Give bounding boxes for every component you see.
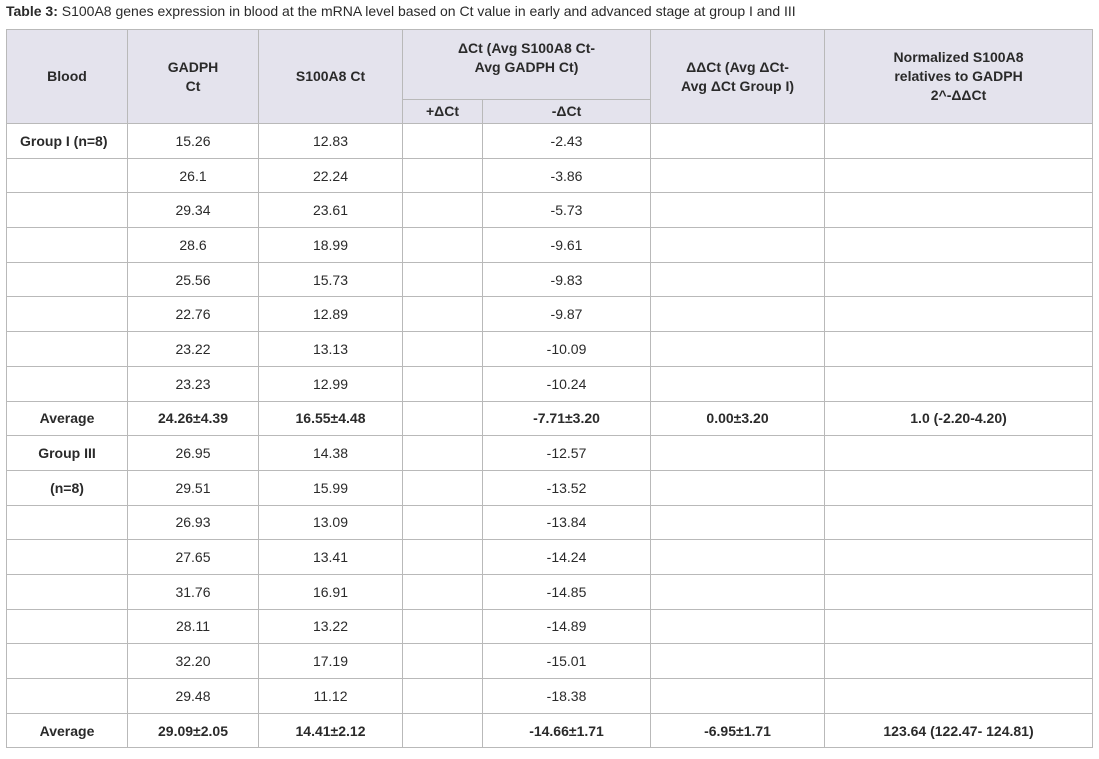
cell-plus xyxy=(403,436,483,471)
cell-plus xyxy=(403,540,483,575)
cell-gadph: 15.26 xyxy=(128,124,259,159)
cell-gadph: 24.26±4.39 xyxy=(128,401,259,436)
cell-ddct xyxy=(651,332,825,367)
cell-gadph: 27.65 xyxy=(128,540,259,575)
cell-plus xyxy=(403,609,483,644)
cell-s100a8: 17.19 xyxy=(259,644,403,679)
cell-ddct xyxy=(651,540,825,575)
cell-plus xyxy=(403,228,483,263)
cell-s100a8: 13.41 xyxy=(259,540,403,575)
cell-plus xyxy=(403,366,483,401)
cell-norm xyxy=(825,679,1093,714)
header-gadph-ct: GADPH Ct xyxy=(128,30,259,124)
cell-gadph: 28.6 xyxy=(128,228,259,263)
cell-minus: -14.24 xyxy=(483,540,651,575)
cell-minus: -14.66±1.71 xyxy=(483,713,651,748)
cell-minus: -9.83 xyxy=(483,262,651,297)
cell-plus xyxy=(403,505,483,540)
cell-ddct xyxy=(651,470,825,505)
cell-minus: -9.61 xyxy=(483,228,651,263)
cell-ddct xyxy=(651,644,825,679)
cell-minus: -14.89 xyxy=(483,609,651,644)
cell-s100a8: 13.13 xyxy=(259,332,403,367)
cell-ddct: -6.95±1.71 xyxy=(651,713,825,748)
cell-ddct xyxy=(651,679,825,714)
cell-ddct xyxy=(651,609,825,644)
cell-blood xyxy=(7,366,128,401)
table-caption-text: S100A8 genes expression in blood at the mRNA level based on Ct value in early and advanced stage at group I and III xyxy=(57,3,796,19)
table-row xyxy=(7,158,1093,193)
cell-s100a8: 13.09 xyxy=(259,505,403,540)
cell-minus: -5.73 xyxy=(483,193,651,228)
cell-blood: Average xyxy=(7,401,128,436)
header-ddct: ΔΔCt (Avg ΔCt- Avg ΔCt Group I) xyxy=(651,30,825,124)
cell-minus: -13.84 xyxy=(483,505,651,540)
cell-plus xyxy=(403,713,483,748)
cell-gadph: 26.1 xyxy=(128,158,259,193)
cell-blood xyxy=(7,262,128,297)
cell-plus xyxy=(403,158,483,193)
cell-blood xyxy=(7,609,128,644)
cell-plus xyxy=(403,193,483,228)
cell-s100a8: 14.38 xyxy=(259,436,403,471)
cell-gadph: 29.34 xyxy=(128,193,259,228)
cell-s100a8: 15.73 xyxy=(259,262,403,297)
cell-blood xyxy=(7,297,128,332)
cell-minus: -2.43 xyxy=(483,124,651,159)
cell-norm xyxy=(825,436,1093,471)
cell-gadph: 32.20 xyxy=(128,644,259,679)
cell-minus: -3.86 xyxy=(483,158,651,193)
cell-minus: -12.57 xyxy=(483,436,651,471)
cell-minus: -18.38 xyxy=(483,679,651,714)
cell-norm xyxy=(825,644,1093,679)
header-minus-delta-ct: -ΔCt xyxy=(483,100,651,124)
cell-norm xyxy=(825,609,1093,644)
cell-minus: -9.87 xyxy=(483,297,651,332)
cell-blood: Average xyxy=(7,713,128,748)
table-caption xyxy=(6,3,796,19)
cell-blood xyxy=(7,540,128,575)
cell-plus xyxy=(403,297,483,332)
cell-plus xyxy=(403,332,483,367)
cell-norm xyxy=(825,193,1093,228)
table-row xyxy=(7,193,1093,228)
cell-s100a8: 12.89 xyxy=(259,297,403,332)
table-row xyxy=(7,470,1093,505)
cell-s100a8: 23.61 xyxy=(259,193,403,228)
cell-minus: -7.71±3.20 xyxy=(483,401,651,436)
header-blood: Blood xyxy=(7,30,128,124)
cell-s100a8: 12.83 xyxy=(259,124,403,159)
cell-ddct xyxy=(651,124,825,159)
cell-blood: (n=8) xyxy=(7,470,128,505)
header-s100a8-ct: S100A8 Ct xyxy=(259,30,403,124)
cell-gadph: 29.51 xyxy=(128,470,259,505)
cell-plus xyxy=(403,574,483,609)
cell-norm xyxy=(825,505,1093,540)
cell-s100a8: 16.55±4.48 xyxy=(259,401,403,436)
table-row xyxy=(7,228,1093,263)
cell-norm: 123.64 (122.47- 124.81) xyxy=(825,713,1093,748)
table-row xyxy=(7,609,1093,644)
cell-ddct xyxy=(651,158,825,193)
cell-gadph: 28.11 xyxy=(128,609,259,644)
table-row xyxy=(7,124,1093,159)
cell-minus: -10.24 xyxy=(483,366,651,401)
table-row xyxy=(7,436,1093,471)
cell-plus xyxy=(403,401,483,436)
cell-norm xyxy=(825,366,1093,401)
table-header xyxy=(7,30,1093,124)
average-row xyxy=(7,401,1093,436)
table-row xyxy=(7,679,1093,714)
cell-gadph: 23.22 xyxy=(128,332,259,367)
table-number: Table 3: xyxy=(6,3,58,19)
cell-minus: -14.85 xyxy=(483,574,651,609)
cell-s100a8: 14.41±2.12 xyxy=(259,713,403,748)
cell-blood xyxy=(7,158,128,193)
cell-norm xyxy=(825,332,1093,367)
cell-s100a8: 15.99 xyxy=(259,470,403,505)
cell-norm: 1.0 (-2.20-4.20) xyxy=(825,401,1093,436)
cell-blood: Group I (n=8) xyxy=(7,124,128,159)
cell-plus xyxy=(403,470,483,505)
cell-gadph: 29.09±2.05 xyxy=(128,713,259,748)
cell-gadph: 29.48 xyxy=(128,679,259,714)
cell-s100a8: 18.99 xyxy=(259,228,403,263)
cell-blood: Group III xyxy=(7,436,128,471)
cell-gadph: 26.93 xyxy=(128,505,259,540)
cell-norm xyxy=(825,228,1093,263)
cell-ddct xyxy=(651,193,825,228)
cell-blood xyxy=(7,644,128,679)
cell-s100a8: 13.22 xyxy=(259,609,403,644)
cell-norm xyxy=(825,540,1093,575)
cell-ddct xyxy=(651,297,825,332)
header-normalized: Normalized S100A8 relatives to GADPH 2^-ΔΔCt xyxy=(825,30,1093,124)
cell-blood xyxy=(7,574,128,609)
cell-norm xyxy=(825,124,1093,159)
cell-blood xyxy=(7,505,128,540)
cell-norm xyxy=(825,262,1093,297)
cell-gadph: 25.56 xyxy=(128,262,259,297)
cell-blood xyxy=(7,193,128,228)
cell-minus: -15.01 xyxy=(483,644,651,679)
cell-plus xyxy=(403,644,483,679)
cell-ddct xyxy=(651,228,825,263)
table-row xyxy=(7,262,1093,297)
cell-gadph: 31.76 xyxy=(128,574,259,609)
cell-gadph: 26.95 xyxy=(128,436,259,471)
cell-gadph: 23.23 xyxy=(128,366,259,401)
cell-blood xyxy=(7,679,128,714)
cell-blood xyxy=(7,332,128,367)
average-row xyxy=(7,713,1093,748)
table-row xyxy=(7,505,1093,540)
cell-plus xyxy=(403,262,483,297)
header-plus-delta-ct: +ΔCt xyxy=(403,100,483,124)
cell-s100a8: 22.24 xyxy=(259,158,403,193)
cell-s100a8: 12.99 xyxy=(259,366,403,401)
cell-plus xyxy=(403,679,483,714)
cell-minus: -13.52 xyxy=(483,470,651,505)
cell-ddct: 0.00±3.20 xyxy=(651,401,825,436)
cell-ddct xyxy=(651,505,825,540)
table-row xyxy=(7,332,1093,367)
table-row xyxy=(7,366,1093,401)
table-body xyxy=(7,124,1093,748)
table-row xyxy=(7,540,1093,575)
header-delta-ct: ΔCt (Avg S100A8 Ct- Avg GADPH Ct) xyxy=(403,30,651,100)
cell-s100a8: 11.12 xyxy=(259,679,403,714)
cell-ddct xyxy=(651,366,825,401)
cell-ddct xyxy=(651,436,825,471)
table-row xyxy=(7,297,1093,332)
table-row xyxy=(7,644,1093,679)
cell-blood xyxy=(7,228,128,263)
cell-gadph: 22.76 xyxy=(128,297,259,332)
cell-plus xyxy=(403,124,483,159)
cell-ddct xyxy=(651,262,825,297)
expression-table xyxy=(6,29,1093,748)
cell-s100a8: 16.91 xyxy=(259,574,403,609)
cell-norm xyxy=(825,158,1093,193)
cell-norm xyxy=(825,297,1093,332)
table-row xyxy=(7,574,1093,609)
cell-ddct xyxy=(651,574,825,609)
cell-minus: -10.09 xyxy=(483,332,651,367)
cell-norm xyxy=(825,574,1093,609)
cell-norm xyxy=(825,470,1093,505)
